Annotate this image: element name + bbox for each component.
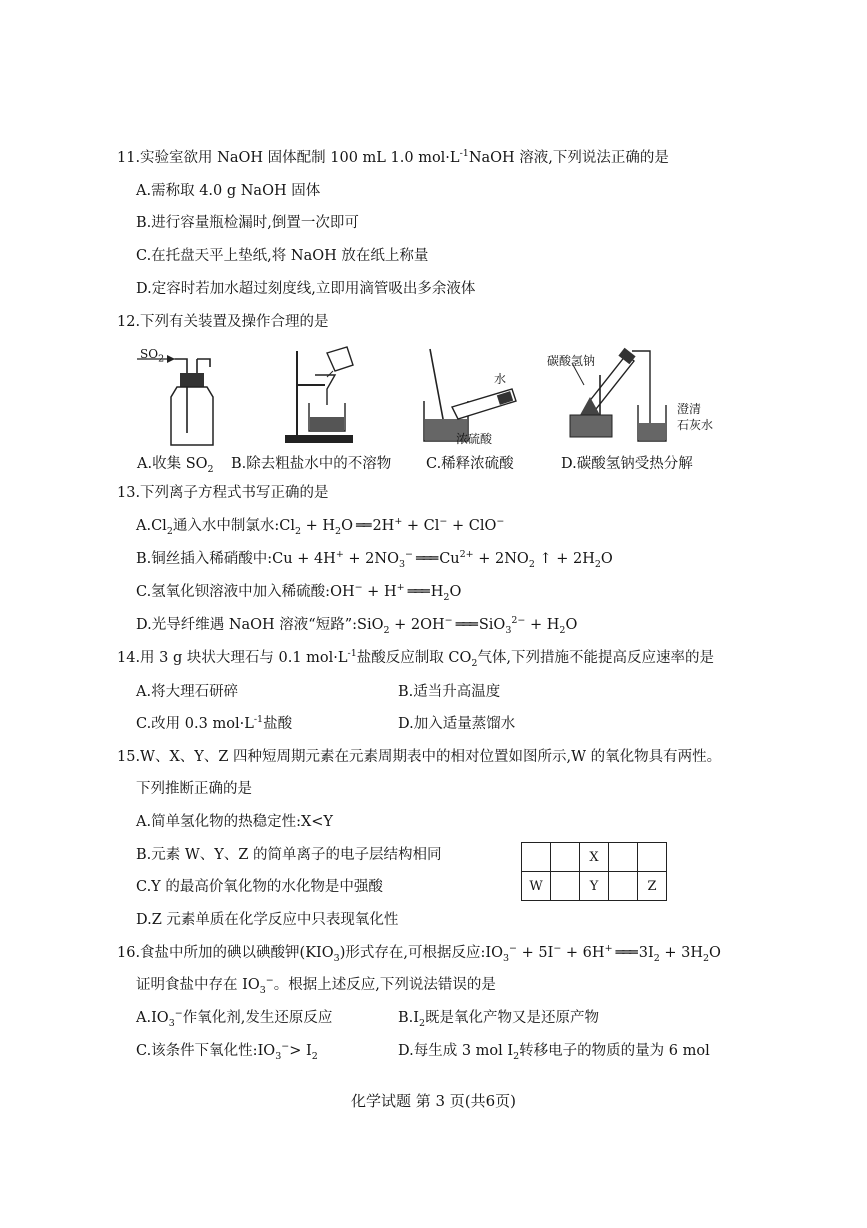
q13-stem: 13.下列离子方程式书写正确的是 bbox=[117, 485, 329, 501]
q11-option-d: D.定容时若加水超过刻度线,立即用滴管吸出多余液体 bbox=[136, 281, 476, 297]
q16-option-a: $A.IO_3^-$作氧化剂,发生还原反应 bbox=[136, 1008, 333, 1029]
q11-option-b: B.进行容量瓶检漏时,倒置一次即可 bbox=[136, 215, 359, 231]
q12-caption-a: A.收集 $SO_2$ bbox=[137, 456, 214, 475]
q16-stem-2: 证明食盐中存在 $IO_3^-$。根据上述反应,下列说法错误的是 bbox=[136, 975, 496, 996]
q11-option-c: C.在托盘天平上垫纸,将 NaOH 放在纸上称量 bbox=[136, 248, 429, 264]
fig-d-nahco3-label: 碳酸氢钠 bbox=[547, 354, 596, 368]
fig-c-acid-label: 浓硫酸 bbox=[456, 432, 493, 446]
q15-stem-1: 15.W、X、Y、Z 四种短周期元素在元素周期表中的相对位置如图所示,W 的氧化物具有两性。 bbox=[117, 749, 722, 765]
q14-option-b: B.适当升高温度 bbox=[398, 684, 501, 700]
q12-stem: 12.下列有关装置及操作合理的是 bbox=[117, 314, 329, 330]
q14-stem: 14.用 3 g 块状大理石与 0.1 $mol\cdot L^{-1}$盐酸反应制取 $CO_2$气体,下列措施不能提高反应速率的是 bbox=[117, 648, 715, 669]
grid-cell bbox=[609, 872, 638, 901]
q15-option-d: D.Z 元素单质在化学反应中只表现氧化性 bbox=[136, 912, 399, 928]
fig-d-lime-label-1: 澄清 bbox=[677, 402, 702, 416]
q15-option-b: B.元素 W、Y、Z 的简单离子的电子层结构相同 bbox=[136, 847, 442, 863]
q16-stem-1: 16.食盐中所加的碘以碘酸钾$(KIO_3)$形式存在,可根据反应$:IO_3^- + 5I^- + 6H^+$ ═══ $3I_2 + 3H_2O$ bbox=[117, 943, 721, 964]
q12-caption-c: C.稀释浓硫酸 bbox=[426, 456, 514, 472]
q14-option-a: A.将大理石研碎 bbox=[136, 684, 239, 700]
q15-option-a: A.简单氢化物的热稳定性:X<Y bbox=[136, 814, 334, 830]
q14-option-d: D.加入适量蒸馏水 bbox=[398, 716, 516, 732]
q13-option-b: B.铜丝插入稀硝酸中:Cu + $4H^+ + 2NO_3^-$ ═══ $Cu^{2+} + 2NO_2$ ↑ + $2H_2O$ bbox=[136, 549, 613, 570]
q15-option-c: C.Y 的最高价氧化物的水化物是中强酸 bbox=[136, 879, 383, 895]
q13-option-a: $A.Cl_2$通入水中制氯水$:Cl_2 + H_2O$ ══ 2H+ + Cl− + ClO− bbox=[136, 516, 505, 537]
grid-cell: X bbox=[580, 843, 609, 872]
q16-option-d: D.每生成 3 mol $I_2$转移电子的物质的量为 6 mol bbox=[398, 1043, 710, 1062]
q16-option-b: $B.I_2$既是氧化产物又是还原产物 bbox=[398, 1010, 600, 1029]
grid-cell bbox=[638, 843, 667, 872]
fig-a-so2-label: $SO_2$ bbox=[140, 347, 165, 365]
q11-option-a: A.需称取 4.0 g NaOH 固体 bbox=[136, 183, 321, 199]
figure-filtration bbox=[283, 345, 355, 445]
page-footer: 化学试题 第 3 页(共6页) bbox=[350, 1092, 517, 1110]
fig-d-lime-label-2: 石灰水 bbox=[677, 418, 714, 432]
q12-caption-b: B.除去粗盐水中的不溶物 bbox=[231, 456, 392, 472]
periodic-table-grid bbox=[521, 842, 667, 901]
grid-cell bbox=[551, 872, 580, 901]
grid-cell: Y bbox=[580, 872, 609, 901]
q13-option-c: C.氢氧化钡溶液中加入稀硫酸:OH− + H+ ═══ $H_2O$ bbox=[136, 582, 462, 603]
q12-caption-d: D.碳酸氢钠受热分解 bbox=[561, 456, 693, 472]
grid-cell bbox=[551, 843, 580, 872]
grid-cell: W bbox=[522, 872, 551, 901]
q11-stem: 11.实验室欲用 NaOH 固体配制 100 mL 1.0 $mol\cdot L^{-1}NaOH$ 溶液,下列说法正确的是 bbox=[117, 148, 669, 166]
q13-option-d: D.光导纤维遇 NaOH 溶液“短路”:SiO$_2$ + 2OH− ═══ $SiO_3^{2-} + H_2O$ bbox=[136, 615, 578, 636]
q16-option-c: C.该条件下氧化性$:IO_3^-> I_2$ bbox=[136, 1041, 318, 1062]
grid-cell bbox=[609, 843, 638, 872]
grid-cell: Z bbox=[638, 872, 667, 901]
q15-stem-2: 下列推断正确的是 bbox=[136, 781, 252, 797]
grid-cell bbox=[522, 843, 551, 872]
q14-option-c: C.改用 0.3 $mol\cdot L^{-1}$盐酸 bbox=[136, 714, 293, 732]
fig-c-water-label: 水 bbox=[494, 372, 507, 386]
